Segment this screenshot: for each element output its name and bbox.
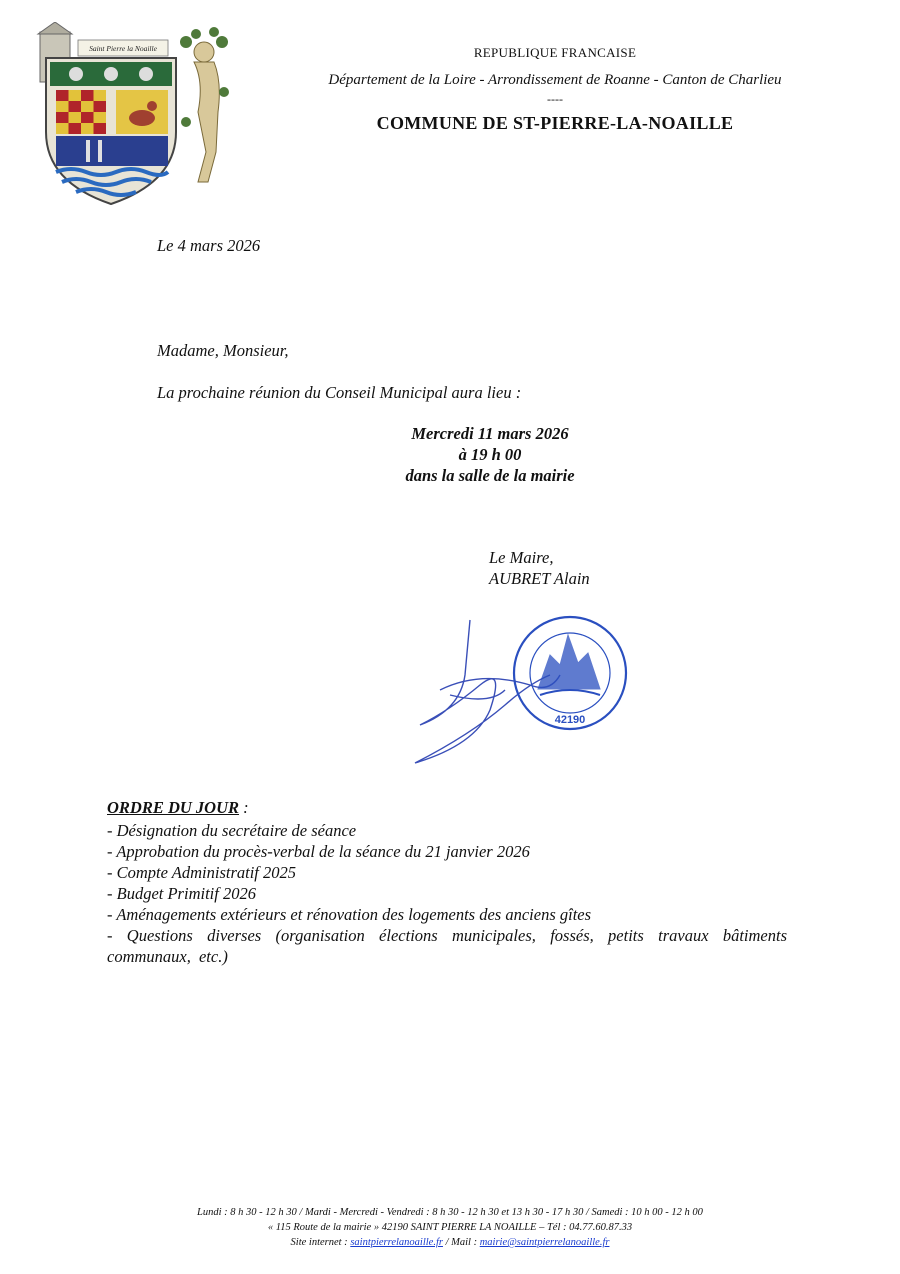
letter-salutation: Madame, Monsieur, (157, 341, 289, 360)
agenda-item: - Aménagements extérieurs et rénovation des logements des anciens gîtes (107, 905, 592, 924)
meeting-day: Mercredi 11 mars 2026 (411, 424, 569, 443)
signature-and-stamp (410, 615, 650, 775)
agenda-title: ORDRE DU JOUR (107, 798, 240, 817)
footer-website-label: Site internet : (290, 1237, 351, 1248)
footer-links (120, 1235, 780, 1250)
footer-email-link[interactable]: mairie@saintpierrelanoaille.fr (479, 1237, 610, 1248)
header-separator: ---- (547, 92, 563, 106)
header-department-line: Département de la Loire - Arrondissement de Roanne - Canton de Charlieu (328, 72, 782, 88)
agenda-item: - Approbation du procès-verbal de la séance du 21 janvier 2026 (107, 842, 530, 861)
agenda-item: - Désignation du secrétaire de séance (107, 821, 357, 840)
footer-address: « 115 Route de la mairie » 42190 SAINT PIERRE LA NOAILLE – Tél : 04.77.60.87.33 (267, 1222, 633, 1233)
footer-hours: Lundi : 8 h 30 - 12 h 30 / Mardi - Mercredi - Vendredi : 8 h 30 - 12 h 30 et 13 h 30 - 17 h 30 / Samedi : 10 h 00 - 12 h 00 (197, 1207, 703, 1218)
footer-website-link[interactable]: saintpierrelanoaille.fr (350, 1237, 443, 1248)
agenda-title-suffix: : (239, 798, 249, 817)
handwritten-signature (415, 620, 560, 763)
agenda-item: - Budget Primitif 2026 (107, 884, 256, 903)
letter-date: Le 4 mars 2026 (157, 236, 261, 255)
svg-text:Saint Pierre la Noaille: Saint Pierre la Noaille (89, 44, 157, 53)
signatory-title: Le Maire, (489, 548, 554, 567)
meeting-time: à 19 h 00 (458, 445, 522, 464)
signatory-name: AUBRET Alain (489, 569, 590, 588)
letter-intro: La prochaine réunion du Conseil Municipal aura lieu : (157, 383, 522, 402)
meeting-place: dans la salle de la mairie (405, 466, 575, 485)
agenda-list (107, 820, 787, 967)
header-commune-title: COMMUNE DE ST-PIERRE-LA-NOAILLE (376, 113, 734, 133)
svg-text:42190: 42190 (554, 714, 586, 726)
coat-of-arms-logo (36, 22, 232, 212)
footer (120, 1205, 780, 1250)
header-country: REPUBLIQUE FRANCAISE (473, 45, 637, 60)
agenda-item: - Compte Administratif 2025 (107, 863, 296, 882)
agenda-item: - Questions diverses (organisation élections municipales, fossés, petits travaux bâtiments communaux, etc.) (107, 926, 787, 966)
official-stamp (514, 617, 626, 729)
agenda-heading (107, 798, 249, 818)
footer-mail-label: / Mail : (442, 1237, 480, 1248)
